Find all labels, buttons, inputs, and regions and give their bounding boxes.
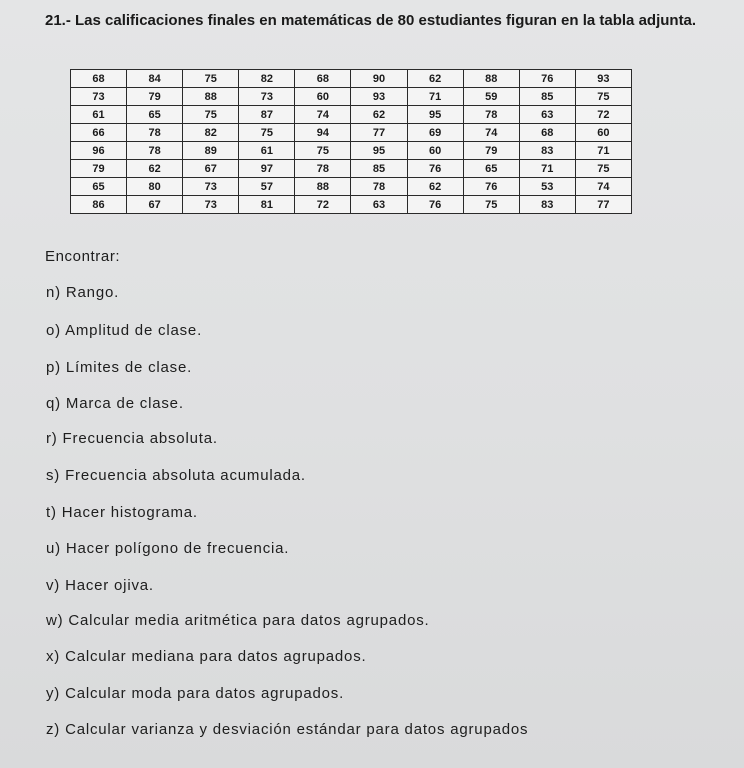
table-cell: 95 <box>407 106 463 124</box>
table-cell: 67 <box>183 160 239 178</box>
table-row <box>71 88 632 106</box>
grades-table <box>70 69 632 214</box>
table-cell: 53 <box>519 178 575 196</box>
table-cell: 73 <box>239 88 295 106</box>
table-cell: 68 <box>519 124 575 142</box>
table-cell: 63 <box>351 196 407 214</box>
table-cell: 59 <box>463 88 519 106</box>
table-cell: 68 <box>295 70 351 88</box>
table-cell: 60 <box>575 124 631 142</box>
table-cell: 65 <box>127 106 183 124</box>
task-item: y) Calcular moda para datos agrupados. <box>46 685 345 702</box>
table-cell: 94 <box>295 124 351 142</box>
task-item: r) Frecuencia absoluta. <box>46 430 218 447</box>
table-cell: 78 <box>127 142 183 160</box>
task-item: z) Calcular varianza y desviación estándar para datos agrupados <box>46 721 529 738</box>
table-cell: 85 <box>351 160 407 178</box>
table-cell: 89 <box>183 142 239 160</box>
table-cell: 97 <box>239 160 295 178</box>
table-cell: 62 <box>407 70 463 88</box>
table-cell: 76 <box>407 160 463 178</box>
table-cell: 82 <box>183 124 239 142</box>
table-cell: 60 <box>407 142 463 160</box>
table-cell: 62 <box>407 178 463 196</box>
table-cell: 90 <box>351 70 407 88</box>
table-cell: 79 <box>71 160 127 178</box>
table-cell: 62 <box>127 160 183 178</box>
table-cell: 83 <box>519 142 575 160</box>
table-cell: 95 <box>351 142 407 160</box>
table-cell: 71 <box>407 88 463 106</box>
table-cell: 73 <box>183 178 239 196</box>
table-cell: 88 <box>183 88 239 106</box>
table-cell: 75 <box>575 88 631 106</box>
problem-statement: 21.- Las calificaciones finales en matemáticas de 80 estudiantes figuran en la tabla adjunta. <box>45 12 697 29</box>
table-cell: 79 <box>463 142 519 160</box>
table-cell: 78 <box>463 106 519 124</box>
table-cell: 57 <box>239 178 295 196</box>
table-cell: 72 <box>295 196 351 214</box>
task-item: x) Calcular mediana para datos agrupados. <box>46 648 367 665</box>
task-item: w) Calcular media aritmética para datos agrupados. <box>46 612 430 629</box>
table-row <box>71 196 632 214</box>
table-row <box>71 142 632 160</box>
table-cell: 79 <box>127 88 183 106</box>
table-cell: 81 <box>239 196 295 214</box>
table-cell: 69 <box>407 124 463 142</box>
task-item: s) Frecuencia absoluta acumulada. <box>46 467 306 484</box>
table-cell: 83 <box>519 196 575 214</box>
table-cell: 71 <box>575 142 631 160</box>
table-cell: 62 <box>351 106 407 124</box>
table-cell: 78 <box>351 178 407 196</box>
find-label: Encontrar: <box>45 248 121 265</box>
table-cell: 76 <box>407 196 463 214</box>
table-cell: 66 <box>71 124 127 142</box>
table-cell: 80 <box>127 178 183 196</box>
table-cell: 93 <box>351 88 407 106</box>
table-cell: 60 <box>295 88 351 106</box>
table-cell: 75 <box>183 70 239 88</box>
table-row <box>71 160 632 178</box>
table-cell: 75 <box>295 142 351 160</box>
table-cell: 61 <box>239 142 295 160</box>
table-cell: 74 <box>463 124 519 142</box>
task-item: p) Límites de clase. <box>46 359 193 376</box>
task-item: o) Amplitud de clase. <box>46 322 203 339</box>
table-cell: 76 <box>519 70 575 88</box>
table-row <box>71 106 632 124</box>
table-row <box>71 70 632 88</box>
table-cell: 63 <box>519 106 575 124</box>
table-cell: 73 <box>71 88 127 106</box>
table-cell: 86 <box>71 196 127 214</box>
table-row <box>71 124 632 142</box>
table-cell: 74 <box>295 106 351 124</box>
table-cell: 93 <box>575 70 631 88</box>
task-item: q) Marca de clase. <box>46 395 184 412</box>
table-cell: 71 <box>519 160 575 178</box>
table-cell: 68 <box>71 70 127 88</box>
table-cell: 77 <box>575 196 631 214</box>
table-cell: 67 <box>127 196 183 214</box>
table-cell: 72 <box>575 106 631 124</box>
table-cell: 73 <box>183 196 239 214</box>
table-cell: 75 <box>575 160 631 178</box>
table-cell: 96 <box>71 142 127 160</box>
task-item: v) Hacer ojiva. <box>46 577 154 594</box>
table-cell: 77 <box>351 124 407 142</box>
grades-table-body <box>71 70 632 214</box>
table-cell: 65 <box>71 178 127 196</box>
table-cell: 75 <box>463 196 519 214</box>
table-cell: 74 <box>575 178 631 196</box>
table-cell: 84 <box>127 70 183 88</box>
task-item: t) Hacer histograma. <box>46 504 198 521</box>
table-cell: 88 <box>295 178 351 196</box>
table-cell: 88 <box>463 70 519 88</box>
table-cell: 76 <box>463 178 519 196</box>
table-cell: 65 <box>463 160 519 178</box>
table-cell: 78 <box>127 124 183 142</box>
table-cell: 75 <box>183 106 239 124</box>
table-cell: 87 <box>239 106 295 124</box>
task-item: n) Rango. <box>46 284 120 301</box>
table-cell: 78 <box>295 160 351 178</box>
table-cell: 61 <box>71 106 127 124</box>
table-cell: 85 <box>519 88 575 106</box>
table-row <box>71 178 632 196</box>
table-cell: 82 <box>239 70 295 88</box>
task-item: u) Hacer polígono de frecuencia. <box>46 540 290 557</box>
table-cell: 75 <box>239 124 295 142</box>
